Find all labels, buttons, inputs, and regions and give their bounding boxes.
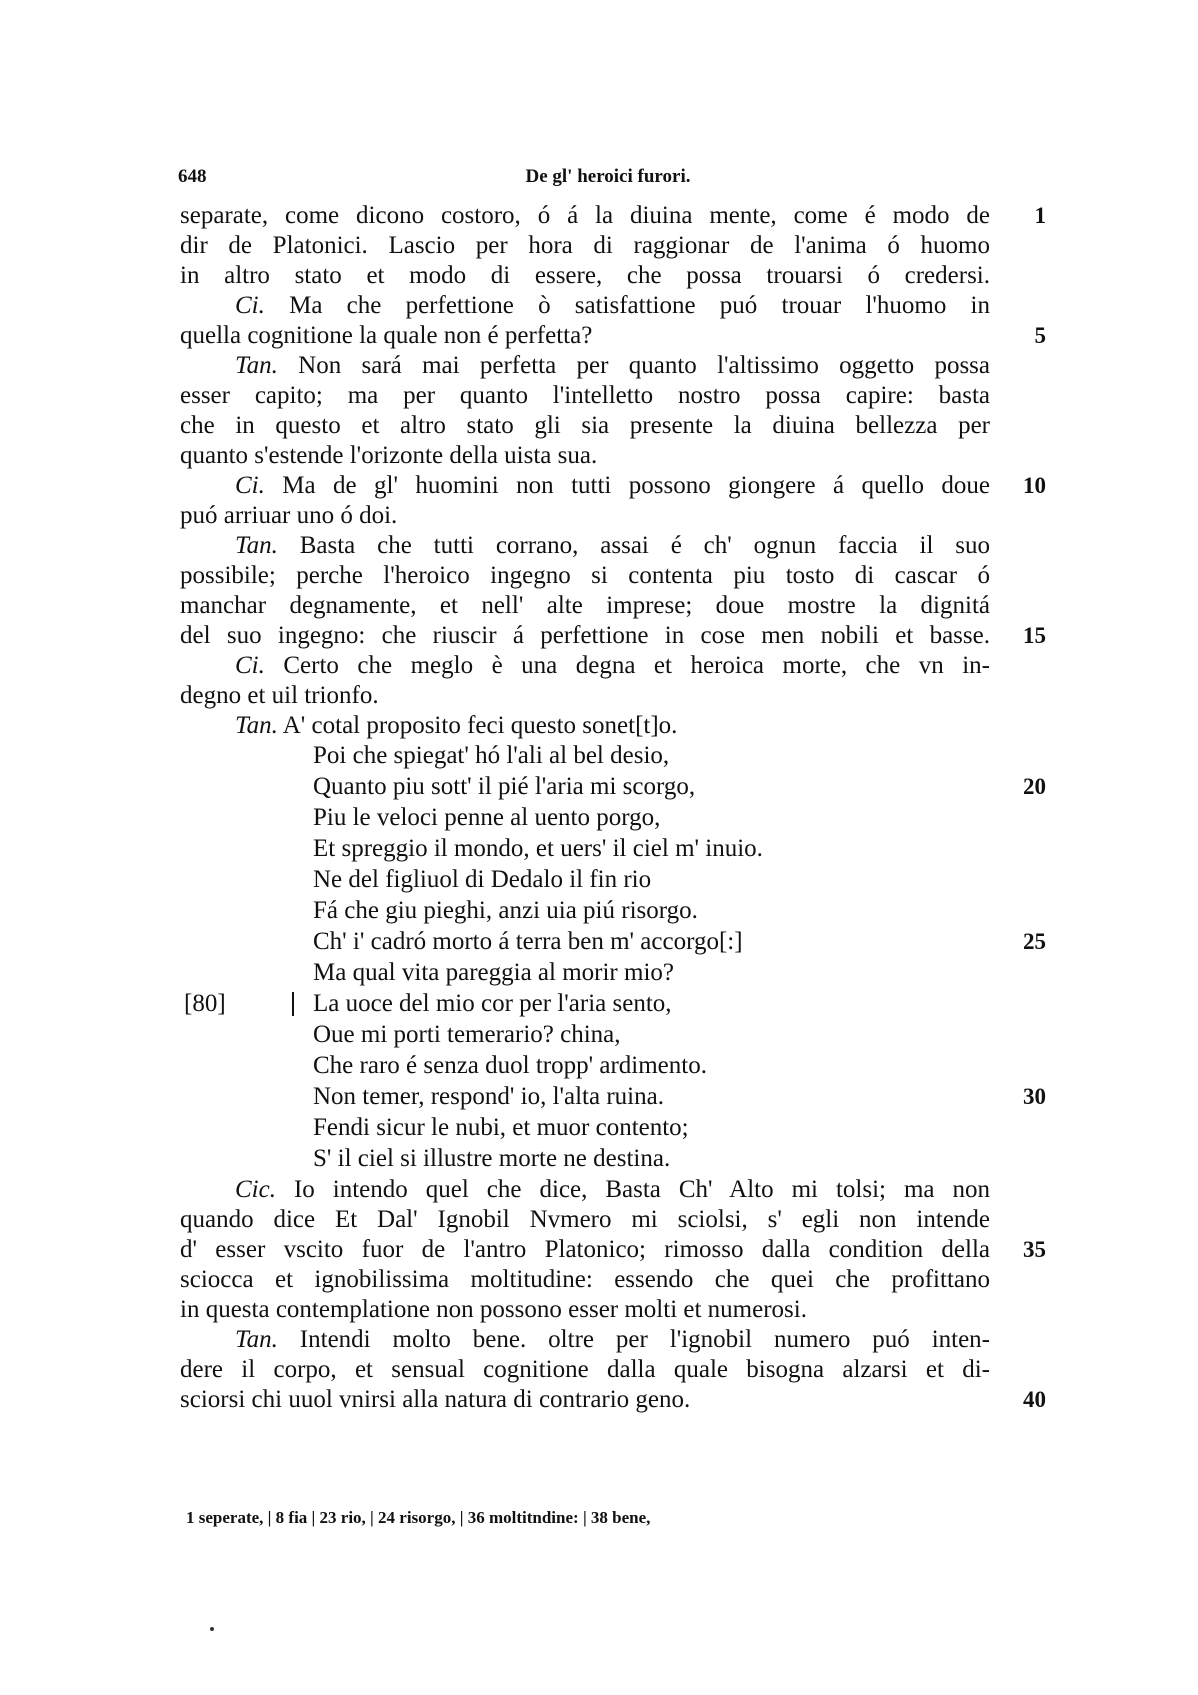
verse-line: Ch' i' cadró morto á terra ben m' accorgo[:]: [313, 928, 743, 955]
margin-page-reference: [80]: [184, 990, 226, 1017]
text-line: Tan. Non sará mai perfetta per quanto l'altissimo oggetto possa: [235, 352, 991, 379]
verse-line: Ma qual vita pareggia al morir mio?: [313, 959, 674, 986]
text-line: che in questo et altro stato gli sia presente la diuina bellezza per: [180, 412, 990, 439]
line-number: 40: [1023, 1387, 1046, 1412]
running-title: De gl' heroici furori.: [525, 166, 691, 187]
line-number: 10: [1023, 473, 1046, 498]
page-number: 648: [178, 166, 207, 187]
speaker-label: Tan.: [235, 1326, 278, 1353]
text-line: manchar degnamente, et nell' alte imprese; doue mostre la dignitá: [180, 592, 990, 619]
stray-mark: [210, 1627, 214, 1631]
apparatus-footnote: 1 seperate, | 8 fia | 23 rio, | 24 risorgo, | 36 moltitndine: | 38 bene,: [186, 1508, 651, 1527]
text-line: quando dice Et Dal' Ignobil Nvmero mi sciolsi, s' egli non intende: [180, 1206, 990, 1233]
text-line: dir de Platonici. Lascio per hora di raggionar de l'anima ó huomo: [180, 232, 990, 259]
text-line: in questa contemplatione non possono esser molti et numerosi.: [180, 1296, 807, 1323]
speaker-label: Tan.: [235, 712, 278, 739]
line-number: 25: [1023, 929, 1046, 954]
line-number: 30: [1023, 1084, 1046, 1109]
line-number: 15: [1023, 623, 1046, 648]
page-break-marker: [292, 992, 294, 1016]
verse-line: Et spreggio il mondo, et uers' il ciel m' inuio.: [313, 835, 763, 862]
verse-line: Non temer, respond' io, l'alta ruina.: [313, 1083, 664, 1110]
text-line: in altro stato et modo di essere, che possa trouarsi ó credersi.: [180, 262, 990, 289]
line-number: 35: [1023, 1237, 1046, 1262]
text-line: Ci. Certo che meglo è una degna et heroica morte, che vn in-: [235, 652, 990, 679]
text-line: dere il corpo, et sensual cognitione dalla quale bisogna alzarsi et di-: [180, 1356, 990, 1383]
speaker-label: Ci.: [235, 292, 265, 319]
speaker-label: Tan.: [235, 532, 278, 559]
speaker-label: Tan.: [235, 352, 278, 379]
text-line: Tan. Basta che tutti corrano, assai é ch' ognun faccia il suo: [235, 532, 990, 559]
line-number: 5: [1034, 323, 1046, 348]
text-line: Ci. Ma che perfettione ò satisfattione puó trouar l'huomo in: [235, 292, 991, 319]
running-head: [178, 166, 1038, 196]
verse-line: Poi che spiegat' hó l'ali al bel desio,: [313, 742, 670, 769]
text-line: del suo ingegno: che riuscir á perfettione in cose men nobili et basse.: [180, 622, 990, 649]
speaker-label: Ci.: [235, 652, 265, 679]
verse-line: Fá che giu pieghi, anzi uia piú risorgo.: [313, 897, 698, 924]
verse-line: Fendi sicur le nubi, et muor contento;: [313, 1114, 689, 1141]
text-line: possibile; perche l'heroico ingegno si contenta piu tosto di cascar ó: [180, 562, 990, 589]
text-line: quella cognitione la quale non é perfetta?: [180, 322, 593, 349]
text-line: Tan. A' cotal proposito feci questo sonet[t]o.: [235, 712, 678, 739]
text-line: sciorsi chi uuol vnirsi alla natura di contrario geno.: [180, 1386, 691, 1413]
text-line: d' esser vscito fuor de l'antro Platonico; rimosso dalla condition della: [180, 1236, 990, 1263]
line-number: 1: [1034, 203, 1046, 228]
text-line: Tan. Intendi molto bene. oltre per l'ignobil numero puó inten-: [235, 1326, 991, 1353]
verse-line: Ne del figliuol di Dedalo il fin rio: [313, 866, 652, 893]
text-line: Ci. Ma de gl' huomini non tutti possono giongere á quello doue: [235, 472, 991, 499]
line-number: 20: [1023, 774, 1046, 799]
speaker-label: Cic.: [235, 1176, 276, 1203]
speaker-label: Ci.: [235, 472, 265, 499]
verse-line: Oue mi porti temerario? china,: [313, 1021, 621, 1048]
text-line: esser capito; ma per quanto l'intelletto nostro possa capire: basta: [180, 382, 990, 409]
text-line: degno et uil trionfo.: [180, 682, 379, 709]
verse-line: Che raro é senza duol tropp' ardimento.: [313, 1052, 707, 1079]
text-line: quanto s'estende l'orizonte della uista sua.: [180, 442, 598, 469]
text-line: sciocca et ignobilissima moltitudine: essendo che quei che profittano: [180, 1266, 990, 1293]
verse-line: S' il ciel si illustre morte ne destina.: [313, 1145, 671, 1172]
verse-line: Quanto piu sott' il pié l'aria mi scorgo,: [313, 773, 696, 800]
verse-line: La uoce del mio cor per l'aria sento,: [313, 990, 672, 1017]
text-line: puó arriuar uno ó doi.: [180, 502, 398, 529]
text-line: separate, come dicono costoro, ó á la diuina mente, come é modo de: [180, 202, 990, 229]
verse-line: Piu le veloci penne al uento porgo,: [313, 804, 661, 831]
text-line: Cic. Io intendo quel che dice, Basta Ch' Alto mi tolsi; ma non: [235, 1176, 991, 1203]
